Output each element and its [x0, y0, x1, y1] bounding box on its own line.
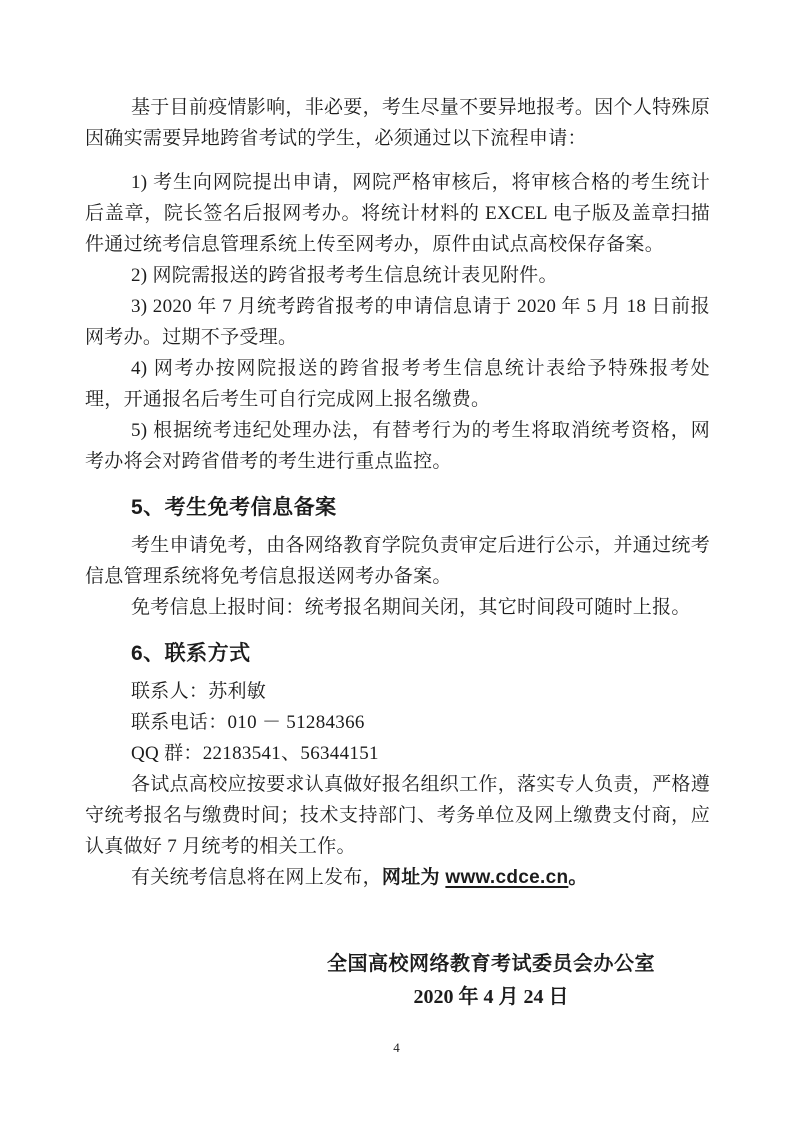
qq-group-line: QQ 群：22183541、56344151	[131, 743, 379, 764]
page-number: 4	[393, 1040, 400, 1055]
section-5-heading: 5、考生免考信息备案	[131, 496, 337, 519]
signature-date: 2020 年 4 月 24 日	[413, 986, 569, 1008]
signature-organization: 全国高校网络教育考试委员会办公室	[327, 953, 655, 975]
section-6-heading: 6、联系方式	[131, 642, 251, 665]
section-5-paragraph-1: 考生申请免考，由各网络教育学院负责审定后进行公示，并通过统考信息管理系统将免考信息报送网考办备案。	[85, 535, 711, 587]
procedure-item-5: 5) 根据统考违纪处理办法，有替考行为的考生将取消统考资格，网考办将会对跨省借考的考生进行重点监控。	[85, 420, 710, 472]
closing-paragraph-1: 各试点高校应按要求认真做好报名组织工作，落实专人负责，严格遵守统考报名与缴费时间；技术支持部门、考务单位及网上缴费支付商，应认真做好 7 月统考的相关工作。	[85, 774, 711, 857]
procedure-item-1: 1) 考生向网院提出申请，网院严格审核后，将审核合格的考生统计后盖章，院长签名后报网考办。将统计材料的 EXCEL 电子版及盖章扫描件通过统考信息管理系统上传至网考办，原件由试点高校保存备案。	[85, 172, 710, 255]
intro-paragraph: 基于目前疫情影响，非必要，考生尽量不要异地报考。因个人特殊原因确实需要异地跨省考试的学生，必须通过以下流程申请：	[85, 97, 711, 149]
procedure-item-2: 2) 网院需报送的跨省报考考生信息统计表见附件。	[131, 265, 558, 286]
signature-block	[327, 948, 655, 1014]
procedure-item-4: 4) 网考办按网院报送的跨省报考考生信息统计表给予特殊报考处理，开通报名后考生可自行完成网上报名缴费。	[85, 358, 710, 410]
contact-phone-line: 联系电话：010 － 51284366	[131, 712, 365, 733]
website-announcement-text: 有关统考信息将在网上发布，	[131, 867, 382, 888]
procedure-item-3: 3) 2020 年 7 月统考跨省报考的申请信息请于 2020 年 5 月 18 日前报网考办。过期不予受理。	[85, 296, 710, 348]
website-period: 。	[568, 867, 588, 888]
contact-person-line: 联系人：苏利敏	[131, 681, 267, 702]
closing-paragraph-2	[85, 862, 710, 893]
website-label: 网址为	[381, 867, 446, 888]
website-link[interactable]: www.cdce.cn	[445, 867, 569, 888]
section-5-paragraph-2: 免考信息上报时间：统考报名期间关闭，其它时间段可随时上报。	[131, 597, 691, 618]
